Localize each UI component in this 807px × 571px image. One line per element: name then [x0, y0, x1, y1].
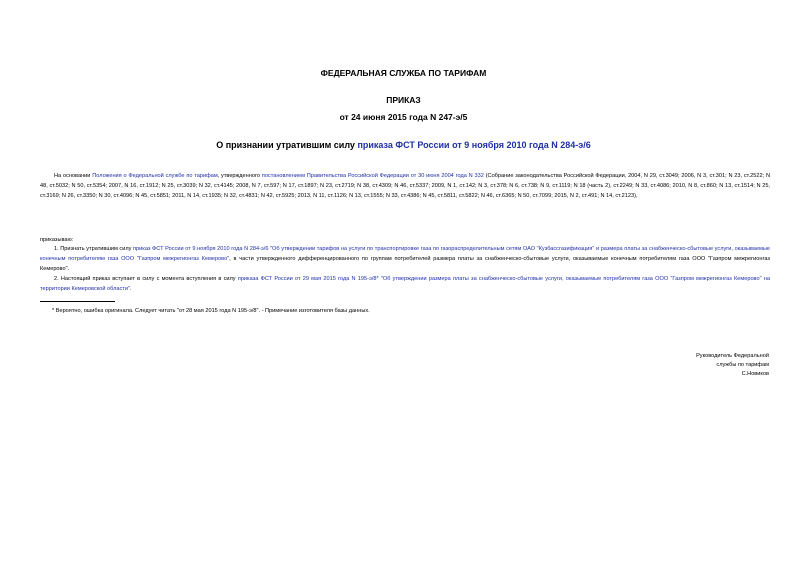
footnote: * Вероятно, ошибка оригинала. Следует читать "от 28 мая 2015 года N 195-э/8". - Примечание изготовителя базы данных.: [52, 308, 370, 314]
basis-text-3: (Собрание законодательства Российской Федерации, 2004, N 29, ст.3049; 2006, N 3, ст.301; N 23, ст.2522; N 48, ст.5032; N 50, ст.5354; 2007, N 16, ст.1912; N 25, ст.3039; N 32, ст.4145; 2008, N 7, ст.597; N 17, ст.1897; N 23, ст.2719; N 38, ст.4309; N 46, ст.5337; 2009, N 1, ст.142; N 3, ст.378; N 6, ст.738; N 9, ст.1119; N 18 (часть 2), ст.2249; N 33, ст.4086; 2010, N 8, ст.860; N 13, ст.1514; N 25, ст.3169; N 26, ст.3350; N 30, ст.4096; N 45, ст.5851; 2011, N 14, ст.1935; N 32, ст.4831; N 42, ст.5925; 2013, N 11, ст.1126; N 13, ст.1555; N 33, ст.4386; N 45, ст.5811, ст.5822; N 46, ст.6365; N 50, ст.7099; 2015, N 2, ст.491; N 14, ст.2123),: [40, 173, 771, 199]
order-item-1: [40, 244, 770, 274]
footnote-divider: [40, 301, 115, 302]
order-word: приказываю:: [40, 237, 74, 243]
signature-name: С.Новиков: [741, 371, 769, 377]
basis-text-2: , утвержденного: [217, 173, 262, 179]
item2-text-2: .: [129, 286, 132, 292]
item2-text-1: 2. Настоящий приказ вступает в силу с момента вступления в силу: [54, 276, 238, 282]
document-title: [0, 140, 807, 150]
document-type: ПРИКАЗ: [386, 95, 421, 105]
item1-text-2: , в части утвержденного дифференцированного по группам потребителей размера платы за снабженческо-сбытовые услуги, оказываемые конечным потребителям газа ООО "Газпром межрегионгаз Кемерово".: [40, 256, 770, 272]
government-decree-link[interactable]: постановлением Правительства Российской Федерации от 30 июня 2004 года N 332: [261, 173, 484, 179]
agency-heading: ФЕДЕРАЛЬНАЯ СЛУЖБА ПО ТАРИФАМ: [320, 68, 487, 78]
document-date-number: от 24 июня 2015 года N 247-э/5: [339, 112, 468, 122]
signature-line-1: Руководитель Федеральной: [696, 353, 769, 359]
order-item-2: [40, 274, 770, 294]
title-link[interactable]: приказа ФСТ России от 9 ноября 2010 года N 284-э/6: [357, 140, 591, 150]
signature-line-2: службы по тарифам: [716, 362, 769, 368]
item1-link[interactable]: приказ ФСТ России от 9 ноября 2010 года N 284-э/6 "Об утверждении тарифов на услуги по транспортировке газа по газораспределительным сетям ОАО "Кузбассгазификация" и размера платы за снабженческо-сбытовые услуги, оказываемые конечным потребителям газа ООО "Газпром межрегионгаз Кемерово": [40, 246, 770, 262]
basis-text-1: На основании: [54, 173, 93, 179]
item2-link[interactable]: приказа ФСТ России от 29 мая 2015 года N 195-э/8* "Об утверждении размера платы за снабженческо-сбытовые услуги, оказываемые потребителям газа ООО "Газпром межрегионгаз Кемерово" на территории Кемеровской области": [40, 276, 770, 292]
basis-paragraph: [40, 171, 770, 201]
item1-text-1: 1. Признать утратившим силу: [54, 246, 133, 252]
title-prefix: О признании утратившим силу: [216, 140, 358, 150]
regulation-link[interactable]: Положения о Федеральной службе по тарифам: [92, 173, 218, 179]
